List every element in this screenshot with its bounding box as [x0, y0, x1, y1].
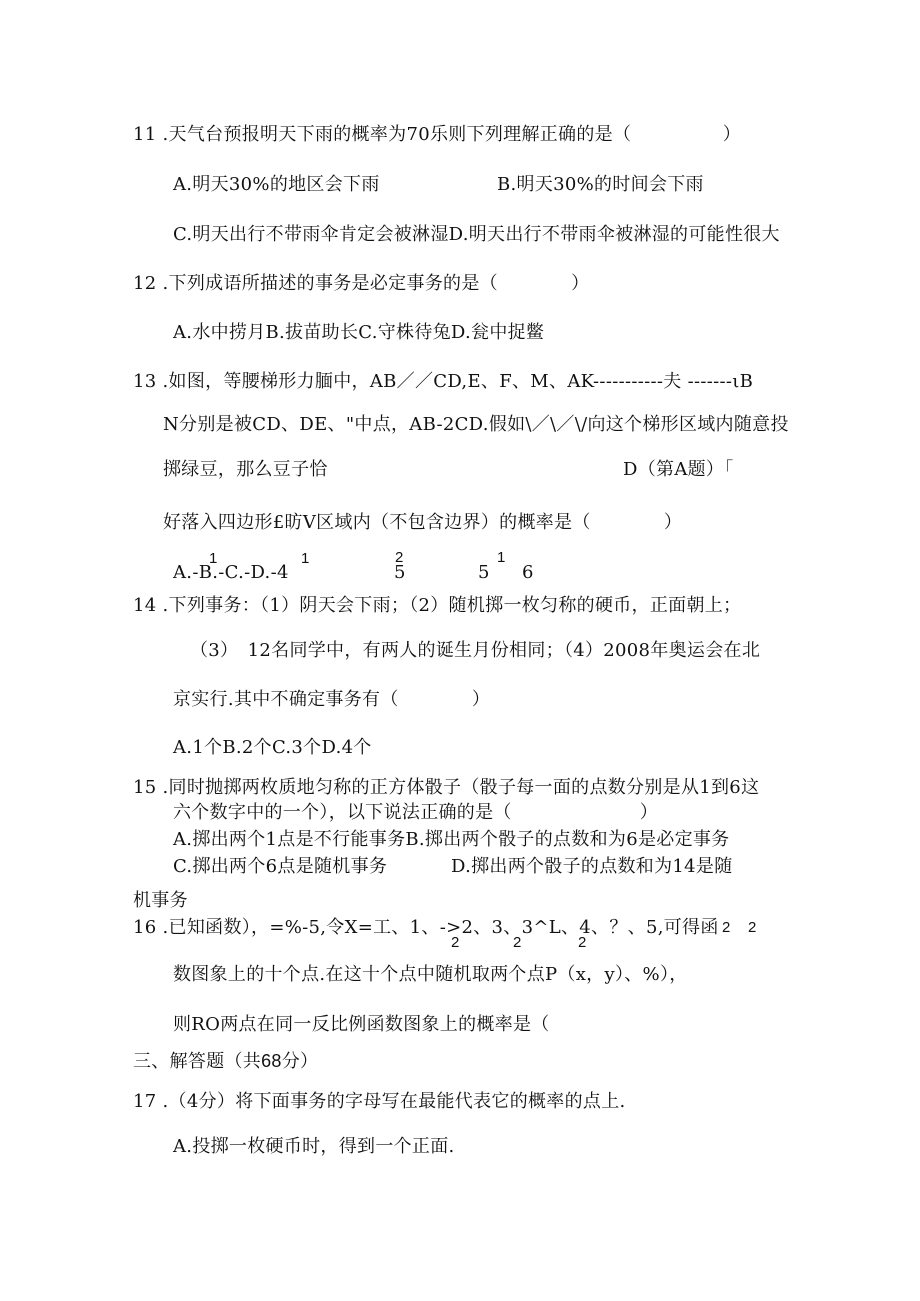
q13-line1: 13 .如图，等腰梯形力腼中，AB／／CD,E、F、M、AK-----------夫 -------ιB: [133, 371, 754, 392]
q15-option-d: D.掷出两个骰子的点数和为14是随: [451, 856, 733, 877]
q15-line2: 六个数字中的一个），以下说法正确的是（ ）: [173, 802, 659, 823]
q14-line3: 京实行.其中不确定事务有（ ）: [173, 689, 491, 710]
q11-option-a: A.明天30%的地区会下雨: [173, 174, 380, 195]
q11-option-b: B.明天30%的时间会下雨: [497, 174, 704, 195]
q13-sup-1: 1: [209, 550, 218, 567]
q13-line2: N分别是被CD、DE、"中点，AB-2CD.假如\／\／\/向这个梯形区域内随意投: [163, 414, 789, 435]
q13-den-3: 6: [522, 562, 534, 583]
q16-frac-2a: 2: [722, 919, 731, 936]
q13-sup-2: 1: [301, 550, 310, 567]
q15-option-ab: A.掷出两个1点是不行能事务B.掷出两个骰子的点数和为6是必定事务: [173, 829, 730, 850]
q16-frac-2b: 2: [748, 919, 757, 936]
q16-stem: 16 .已知函数），=%-5,令X=工、1、->2、3、3^L、4、？、5,可得函: [133, 917, 719, 938]
q16-line2: 数图象上的十个点.在这十个点中随机取两个点P（x，y）、%），: [173, 964, 688, 985]
q13-options: A.-B.-C.-D.-4: [173, 562, 289, 583]
q14-line2: （3） 12名同学中，有两人的诞生月份相同；（4）2008年奥运会在北: [190, 640, 761, 661]
q13-den-2: 5: [478, 562, 490, 583]
q13-den-1: 5: [394, 562, 406, 583]
q12-options: A.水中捞月B.拔苗助长C.守株待兔D.瓮中捉鳖: [173, 322, 545, 343]
q13-sup-4: 1: [497, 549, 506, 566]
q13-figure-caption: D（第A题）「: [623, 459, 734, 480]
q14-options: A.1个B.2个C.3个D.4个: [173, 737, 372, 758]
q15-option-c: C.掷出两个6点是随机事务: [173, 856, 388, 877]
q15-stem: 15 .同时抛掷两枚质地匀称的正方体骰子（骰子每一面的点数分别是从1到6这: [133, 777, 760, 798]
q12-stem: 12 .下列成语所描述的事务是必定事务的是（ ）: [133, 273, 590, 294]
q13-line3: 掷绿豆，那么豆子恰: [163, 459, 328, 480]
q13-line4: 好落入四边形£昉V区域内（不包含边界）的概率是（ ）: [163, 512, 683, 533]
q16-sub-2b: 2: [513, 934, 522, 951]
q17-stem: 17 .（4分）将下面事务的字母写在最能代表它的概率的点上.: [133, 1091, 626, 1112]
q16-sub-2c: 2: [578, 934, 587, 951]
q13-sup-3: 2: [395, 549, 404, 566]
q11-stem: 11 .天气台预报明天下雨的概率为70乐则下列理解正确的是（ ）: [133, 124, 742, 145]
q16-sub-2a: 2: [451, 934, 460, 951]
q14-stem: 14 .下列事务：（1）阴天会下雨；（2）随机掷一枚匀称的硬币，正面朝上；: [133, 595, 742, 616]
q11-option-cd: C.明天出行不带雨伞肯定会被淋湿D.明天出行不带雨伞被淋湿的可能性很大: [173, 224, 780, 245]
q15-option-d-cont: 机事务: [133, 890, 188, 911]
section-title: 三、解答题（共68分）: [133, 1051, 319, 1071]
q16-line3: 则RO两点在同一反比例函数图象上的概率是（: [173, 1014, 550, 1035]
q17-option-a: A.投掷一枚硬币时，得到一个正面.: [173, 1136, 455, 1157]
